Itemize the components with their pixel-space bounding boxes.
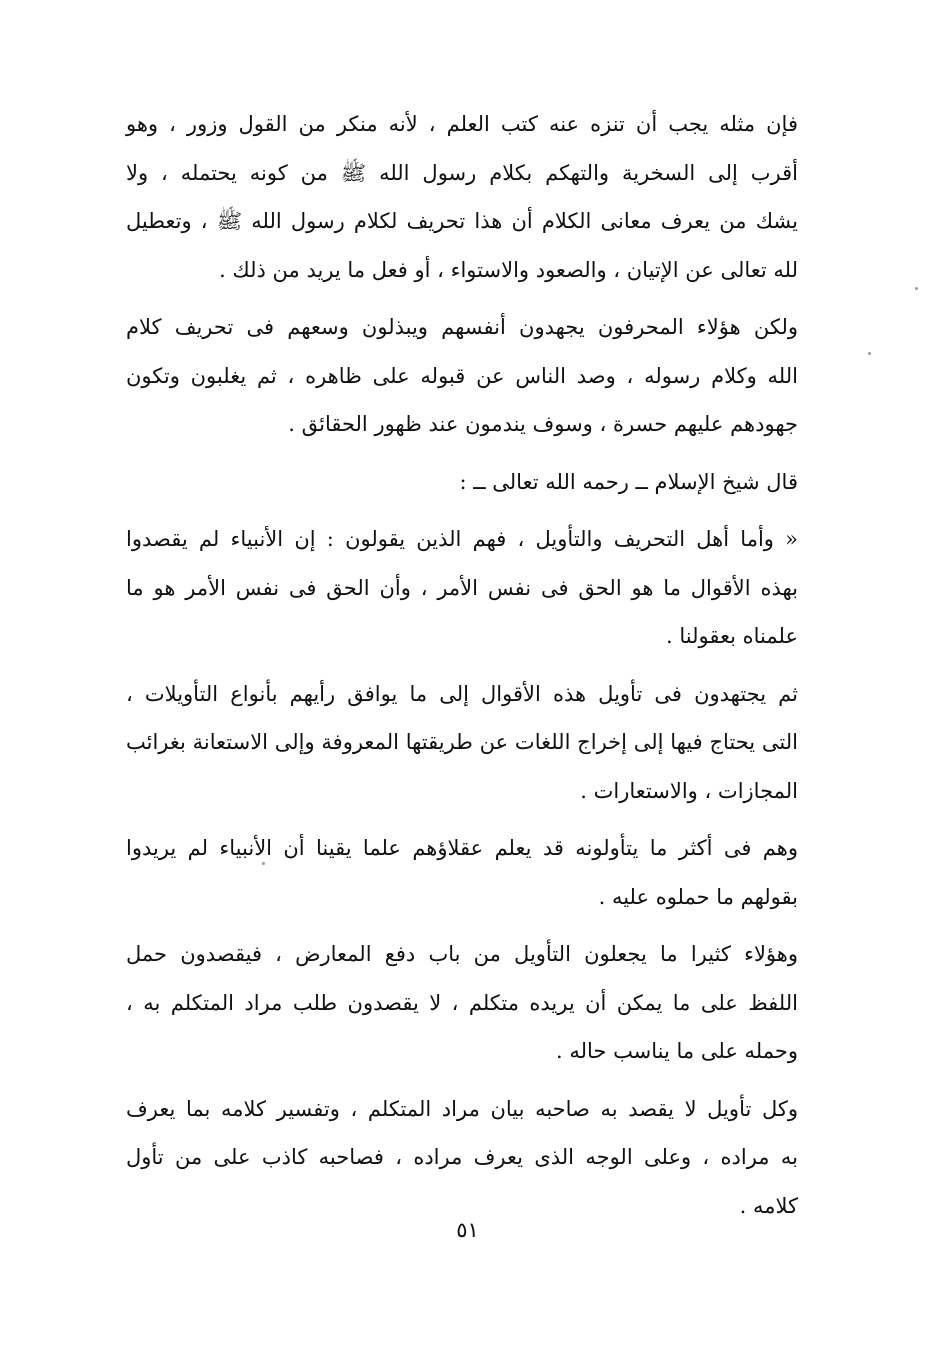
text-line: جهودهم عليهم حسرة ، وسوف يندمون عند ظهور الحقائق . bbox=[288, 412, 798, 436]
scan-speck bbox=[262, 862, 265, 865]
paragraph-5 bbox=[126, 670, 798, 816]
text-line: علمناه بعقولنا . bbox=[666, 624, 798, 648]
page-number: ٥١ bbox=[456, 1218, 479, 1242]
text-line: وحمله على ما يناسب حاله . bbox=[556, 1039, 798, 1063]
text-line: لله تعالى عن الإتيان ، والصعود والاستواء ، أو فعل ما يريد من ذلك . bbox=[219, 257, 798, 282]
text-line: بهذه الأقوال ما هو الحق فى نفس الأمر ، وأن الحق فى نفس الأمر هو ما bbox=[126, 575, 798, 600]
body-text bbox=[126, 100, 798, 1230]
text-line: ولكن هؤلاء المحرفون يجهدون أنفسهم ويبذلون وسعهم فى تحريف كلام bbox=[126, 315, 798, 339]
text-line: المجازات ، والاستعارات . bbox=[580, 778, 798, 803]
text-line: وهم فى أكثر ما يتأولونه قد يعلم عقلاؤهم علما يقينا أن الأنبياء لم يريدوا bbox=[126, 836, 798, 860]
paragraph-3 bbox=[126, 458, 798, 507]
text-line: ثم يجتهدون فى تأويل هذه الأقوال إلى ما يوافق رأيهم بأنواع التأويلات ، bbox=[126, 681, 798, 706]
scan-speck bbox=[915, 287, 918, 290]
paragraph-6 bbox=[126, 824, 798, 921]
text-line: فإن مثله يجب أن تنزه عنه كتب العلم ، لأنه منكر من القول وزور ، وهو bbox=[126, 112, 798, 136]
paragraph-1 bbox=[126, 100, 798, 294]
paragraph-7 bbox=[126, 930, 798, 1076]
text-line: اللفظ على ما يمكن أن يريده متكلم ، لا يقصدون طلب مراد المتكلم به ، bbox=[126, 990, 798, 1015]
text-line: به مراده ، وعلى الوجه الذى يعرف مراده ، فصاحبه كاذب على من تأول bbox=[126, 1145, 798, 1169]
text-line: أقرب إلى السخرية والتهكم بكلام رسول الله ﷺ من كونه يحتمله ، ولا bbox=[126, 160, 798, 185]
paragraph-8 bbox=[126, 1085, 798, 1231]
text-line: يشك من يعرف معانى الكلام أن هذا تحريف لكلام رسول الله ﷺ ، وتعطيل bbox=[126, 209, 798, 233]
text-line: بقولهم ما حملوه عليه . bbox=[598, 884, 798, 909]
text-line: وهؤلاء كثيرا ما يجعلون التأويل من باب دفع المعارض ، فيقصدون حمل bbox=[126, 942, 798, 966]
scan-speck bbox=[868, 352, 871, 355]
paragraph-2 bbox=[126, 303, 798, 449]
paragraph-4 bbox=[126, 515, 798, 661]
text-line: كلامه . bbox=[739, 1193, 798, 1218]
text-line: وكل تأويل لا يقصد به صاحبه بيان مراد المتكلم ، وتفسير كلامه بما يعرف bbox=[126, 1096, 798, 1121]
text-line: الله وكلام رسوله ، وصد الناس عن قبوله على ظاهره ، ثم يغلبون وتكون bbox=[126, 363, 798, 388]
text-line: قال شيخ الإسلام ــ رحمه الله تعالى ــ : bbox=[459, 469, 798, 494]
text-line: « وأما أهل التحريف والتأويل ، فهم الذين يقولون : إن الأنبياء لم يقصدوا bbox=[126, 527, 798, 551]
text-line: التى يحتاج فيها إلى إخراج اللغات عن طريقتها المعروفة وإلى الاستعانة بغرائب bbox=[126, 730, 798, 754]
